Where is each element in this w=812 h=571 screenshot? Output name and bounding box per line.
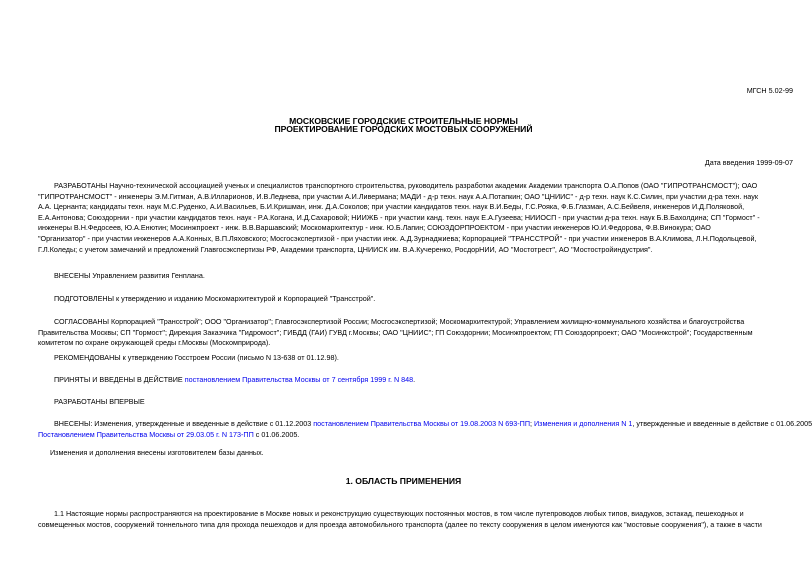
- text-line: "Организатор" - при участии инженеров А.А.Конных, В.П.Ляховского; Мосгосэкспертизой - при участии инж. А.Д.Зурнаджиева; Корпорацией "ТРАНССТРОЙ" - при участии инженеров В.А.Климова, Л.Н.Подольцевой,: [38, 233, 757, 243]
- text-line: 1.1 Настоящие нормы распространяются на проектирование в Москве новых и реконструкцию существующих постоянных мостов, в том числе путепроводов любых типов, виадуков, эстакад, пешеходных и: [54, 509, 744, 518]
- vneseny-paragraph: ВНЕСЕНЫ Управлением развития Генплана.: [54, 271, 205, 280]
- text-line: [38, 430, 774, 441]
- text-line: Г.Л.Коледы; с учетом замечаний и предложений Главгосэкспертизы РФ, Академии транспорта, ЦНИИСК им. В.А.Кучеренко, РосдорНИИ, АО "Мостотрест", АО "Мостостройиндустрия".: [38, 244, 653, 254]
- text-line: Е.А.Антонова; Союздорнии - при участии кандидатов техн. наук - Р.А.Когана, И.Д.Сахаровой; НИИЖБ - при участии канд. техн. наук Е.А.Гузеева; НИИОСП - при участии д-ра техн. наук Б.В.Бахолдина; СП "Гормост" -: [38, 212, 760, 222]
- amendments-paragraph: [38, 419, 812, 440]
- document-title-main: МОСКОВСКИЕ ГОРОДСКИЕ СТРОИТЕЛЬНЫЕ НОРМЫ: [289, 116, 518, 126]
- amendments-text: , утвержденные и введенные в действие с 01.06.2005: [632, 419, 812, 428]
- text-line: комитетом по охране окружающей среды г.Москвы (Москомприрода).: [38, 338, 271, 348]
- decree-848-link[interactable]: постановлением Правительства Москвы от 7 сентября 1999 г. N 848: [184, 375, 414, 384]
- text-line: "ГИПРОТРАНСМОСТ" - инженеры Э.М.Гитман, А.В.Илларионов, И.В.Леднева, при участии А.И.Ливермана; МАДИ - д-р техн. наук А.А.Потапкин; ОАО "ЦНИИС" - д-р техн. наук К.С.Силин, при участии д-ра техн. наук: [38, 191, 758, 201]
- amendments-tail: с 01.06.2005.: [253, 429, 300, 439]
- text-line: А.А. Цернанта; кандидаты техн. наук М.С.Руденко, А.И.Васильев, Б.И.Кришман, инж. Д.А.Соколов; при участии кандидатов техн. наук В.И.Беды, Г.С.Рояка, Ф.Б.Глазман, А.С.Бейвеля, инженеров И.Д.Поляковой,: [38, 202, 745, 212]
- text-line: Правительства Москвы; СП "Гормост"; Дирекция Заказчика "Гидромост"; ГИБДД (ГАИ) ГУВД г.Москвы; ОАО "ЦНИИС"; ГП Союздорнии; Мосинжпроектом; ГП Союздорпроект; ОАО "Мосинжстрой"; Государственным: [38, 327, 753, 337]
- document-code: МГСН 5.02-99: [746, 86, 793, 95]
- text-line: совмещенных мостов, сооружений тоннельного типа для прохода пешеходов и для проезда автомобильного транспорта (далее по тексту сооружения в целом именуются как "мостовые сооружения"), а также в части: [38, 519, 762, 529]
- document-title-sub: ПРОЕКТИРОВАНИЕ ГОРОДСКИХ МОСТОВЫХ СООРУЖЕНИЙ: [274, 124, 533, 134]
- podgotovleny-paragraph: ПОДГОТОВЛЕНЫ к утверждению и изданию Москомархитектурой и Корпорацией "Трансстрой".: [54, 294, 376, 303]
- db-note: Изменения и дополнения внесены изготовителем базы данных.: [50, 448, 264, 457]
- vpervye-paragraph: РАЗРАБОТАНЫ ВПЕРВЫЕ: [54, 397, 145, 406]
- razrabotany-paragraph: [38, 181, 774, 255]
- prinyaty-paragraph: [38, 375, 774, 386]
- intro-date: Дата введения 1999-09-07: [704, 158, 793, 167]
- soglasovany-paragraph: [38, 317, 774, 349]
- amendments-text: ВНЕСЕНЫ: Изменения, утвержденные и введенные в действие с 01.12.2003: [54, 419, 314, 428]
- amendment-n1-link[interactable]: Изменения и дополнения N 1: [534, 419, 633, 428]
- amendments-sep: ;: [530, 419, 534, 428]
- rekomendovany-paragraph: РЕКОМЕНДОВАНЫ к утверждению Госстроем России (письмо N 13-638 от 01.12.98).: [54, 353, 339, 362]
- text-line: СОГЛАСОВАНЫ Корпорацией "Трансстрой"; ООО "Организатор"; Главгосэкспертизой России; Мосгосэкспертизой; Москомархитектурой; Управлением жилищно-коммунального хозяйства и благоустройства: [54, 317, 745, 326]
- decree-693-link[interactable]: постановлением Правительства Москвы от 19.08.2003 N 693-ПП: [313, 419, 530, 428]
- text-line: РАЗРАБОТАНЫ Научно-технической ассоциацией ученых и специалистов транспортного строительства, руководитель разработки академик Академии транспорта О.А.Попов (ОАО "ГИПРОТРАНСМОСТ"); ОАО: [54, 181, 758, 190]
- section-title: 1. ОБЛАСТЬ ПРИМЕНЕНИЯ: [345, 476, 462, 486]
- text-line: [38, 419, 812, 430]
- prinyaty-tail: .: [413, 375, 416, 384]
- prinyaty-text: ПРИНЯТЫ И ВВЕДЕНЫ В ДЕЙСТВИЕ: [54, 375, 185, 384]
- clause-1-1-paragraph: [38, 509, 774, 530]
- decree-173-link[interactable]: Постановлением Правительства Москвы от 29.03.05 г. N 173-ПП: [38, 429, 254, 439]
- text-line: инженеры В.Н.Федосеев, Ю.А.Енютин; Мосинжпроект - инж. В.В.Варшавский; Москомархитектур - инж. Ю.Б.Лапин; СОЮЗДОРПРОЕКТОМ - при участии инженеров Ю.И.Федорова, Ф.В.Винокура; ОАО: [38, 223, 711, 233]
